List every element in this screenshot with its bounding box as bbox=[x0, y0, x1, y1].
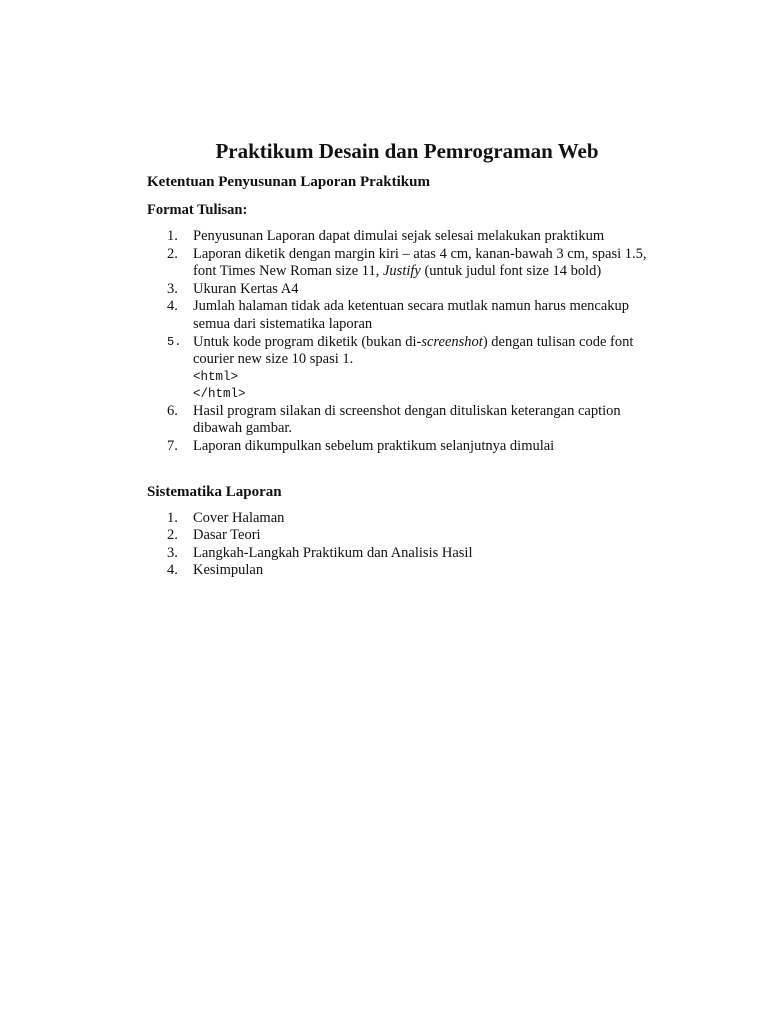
list-item bbox=[147, 403, 647, 438]
list-item bbox=[147, 545, 647, 563]
list-number: 2. bbox=[167, 527, 178, 544]
list-item bbox=[147, 228, 647, 246]
list-item bbox=[147, 334, 647, 403]
list-item bbox=[147, 527, 647, 545]
list-number: 6. bbox=[167, 402, 178, 419]
list-text: Cover Halaman bbox=[193, 509, 285, 526]
list-item bbox=[147, 298, 647, 333]
list-number: 3. bbox=[167, 280, 178, 297]
sistematika-heading: Sistematika Laporan bbox=[147, 483, 282, 500]
code-line: </html> bbox=[193, 386, 246, 401]
list-text: semua dari sistematika laporan bbox=[193, 315, 373, 332]
list-text: Untuk kode program diketik (bukan di- bbox=[193, 333, 422, 350]
section-heading: Ketentuan Penyusunan Laporan Praktikum bbox=[147, 174, 430, 190]
list-number: 5. bbox=[167, 334, 182, 349]
spacer bbox=[147, 456, 647, 482]
list-text: ) dengan tulisan code font bbox=[482, 333, 634, 350]
page-title: Praktikum Desain dan Pemrograman Web bbox=[215, 139, 599, 163]
list-text: font Times New Roman size 11, bbox=[193, 263, 383, 280]
list-item bbox=[147, 281, 647, 299]
list-text: Hasil program silakan di screenshot dengan dituliskan keterangan caption bbox=[193, 402, 621, 419]
list-text: courier new size 10 spasi 1. bbox=[193, 351, 354, 368]
list-text: Ukuran Kertas A4 bbox=[193, 280, 299, 297]
format-heading: Format Tulisan: bbox=[147, 202, 248, 218]
list-number: 4. bbox=[167, 298, 178, 315]
sistematika-list bbox=[147, 510, 647, 580]
italic-text: Justify bbox=[382, 263, 421, 280]
list-text: Laporan diketik dengan margin kiri – atas 4 cm, kanan-bawah 3 cm, spasi 1.5, bbox=[193, 245, 647, 262]
list-text: Jumlah halaman tidak ada ketentuan secara mutlak namun harus mencakup bbox=[193, 298, 630, 315]
list-text: dibawah gambar. bbox=[193, 420, 293, 437]
code-line: <html> bbox=[193, 369, 239, 384]
list-item bbox=[147, 246, 647, 281]
list-text: (untuk judul font size 14 bold) bbox=[420, 263, 602, 280]
format-list bbox=[147, 228, 647, 456]
list-text: Langkah-Langkah Praktikum dan Analisis Hasil bbox=[193, 544, 473, 561]
list-number: 2. bbox=[167, 245, 178, 262]
list-number: 7. bbox=[167, 437, 178, 454]
list-text: Dasar Teori bbox=[193, 527, 261, 544]
list-item bbox=[147, 562, 647, 580]
document-page bbox=[147, 138, 647, 580]
list-text: Penyusunan Laporan dapat dimulai sejak selesai melakukan praktikum bbox=[193, 228, 605, 244]
list-number: 1. bbox=[167, 228, 178, 244]
list-text: Laporan dikumpulkan sebelum praktikum selanjutnya dimulai bbox=[193, 437, 555, 454]
list-item bbox=[147, 510, 647, 528]
list-number: 4. bbox=[167, 562, 178, 579]
list-text: Kesimpulan bbox=[193, 562, 264, 579]
italic-text: screenshot bbox=[421, 333, 483, 350]
list-number: 1. bbox=[167, 509, 178, 526]
list-item bbox=[147, 438, 647, 456]
list-number: 3. bbox=[167, 544, 178, 561]
